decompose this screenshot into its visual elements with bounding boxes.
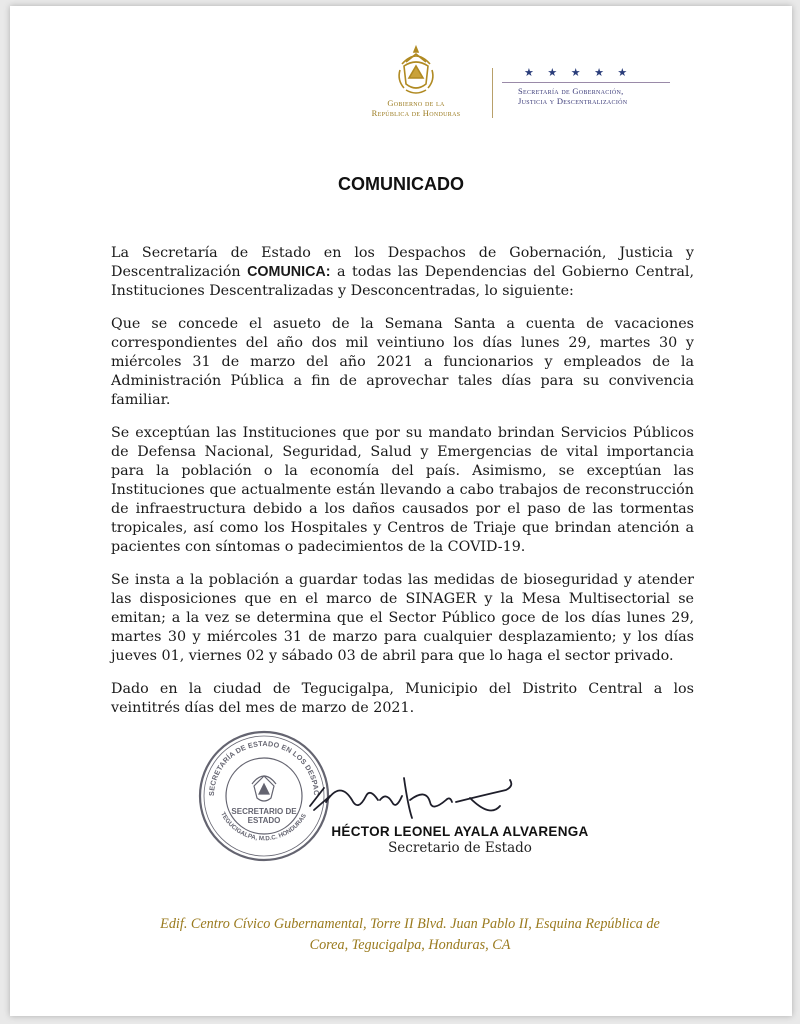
secretaria-rule	[502, 82, 670, 83]
paragraph-3: Se exceptúan las Instituciones que por su mandato brindan Servicios Públicos de Defensa Nacional, Seguridad, Salud y Emergencias de vital importancia para la población o la economía del país. Asimismo, se exceptúan las Instituciones que actualmente están llevando a cabo trabajos de reconstrucción de infraestructura debido a los daños causados por el paso de las tormentas tropicales, así como los Hospitales y Centros de Triaje que brindan atención a pacientes con síntomas o padecimientos de la COVID-19.	[111, 425, 694, 555]
paragraph-1	[111, 244, 694, 301]
government-logo-line1: Gobierno de la	[387, 98, 445, 108]
paragraph-1-intro: La Secretaría de Estado en los Despachos de Gobernación, Justicia y Descentralización	[111, 245, 694, 280]
footer-line-2: Corea, Tegucigalpa, Honduras, CA	[309, 937, 511, 953]
document-title: COMUNICADO	[338, 174, 464, 194]
signer-title: Secretario de Estado	[388, 840, 532, 856]
svg-text:SECRETARIO DE: SECRETARIO DE	[231, 807, 297, 816]
coat-of-arms-icon	[394, 44, 438, 98]
paragraph-4: Se insta a la población a guardar todas las medidas de bioseguridad y atender las disposiciones que en el marco de SINAGER y la Mesa Multisectorial se emitan; a la vez se determina que el Sector Público goce de los días lunes 29, martes 30 y miércoles 31 de marzo para cualquier desplazamiento; y los días jueves 01, viernes 02 y sábado 03 de abril para que lo haga el sector privado.	[111, 572, 694, 664]
logo-divider	[492, 68, 493, 118]
signer-name: HÉCTOR LEONEL AYALA ALVARENGA	[331, 824, 589, 839]
paragraph-2: Que se concede el asueto de la Semana Santa a cuenta de vacaciones correspondientes del año dos mil veintiuno los días lunes 29, martes 30 y miércoles 31 de marzo del año 2021 a funcionarios y empleados de la Administración Pública a fin de aprovechar tales días para su convivencia familiar.	[111, 316, 694, 408]
svg-text:ESTADO: ESTADO	[247, 816, 281, 825]
secretaria-logo	[502, 66, 682, 106]
signer-block	[300, 824, 620, 856]
footer-address	[110, 914, 710, 956]
document-body	[111, 244, 694, 732]
footer-line-1: Edif. Centro Cívico Gubernamental, Torre II Blvd. Juan Pablo II, Esquina República de	[160, 916, 660, 932]
document-page	[10, 6, 792, 1016]
secretaria-logo-line2: Justicia y Descentralización	[518, 96, 628, 106]
secretaria-logo-line1: Secretaría de Gobernación,	[518, 86, 624, 96]
paragraph-1-rest: a todas las Dependencias del Gobierno Central, Instituciones Descentralizadas y Desconcentradas, lo siguiente:	[111, 264, 694, 299]
government-logo-line2: República de Honduras	[371, 108, 461, 118]
stars-icon: ★ ★ ★ ★ ★	[524, 66, 633, 79]
svg-text:TEGUCIGALPA, M.D.C. HONDURAS: TEGUCIGALPA, M.D.C. HONDURAS	[219, 811, 308, 843]
svg-text:SECRETARÍA DE ESTADO EN LOS DE: SECRETARÍA DE ESTADO EN LOS DESPAC	[206, 738, 322, 797]
government-logo	[346, 44, 486, 118]
comunica-keyword: COMUNICA:	[247, 264, 331, 280]
paragraph-5: Dado en la ciudad de Tegucigalpa, Municipio del Distrito Central a los veintitrés días del mes de marzo de 2021.	[111, 681, 694, 716]
